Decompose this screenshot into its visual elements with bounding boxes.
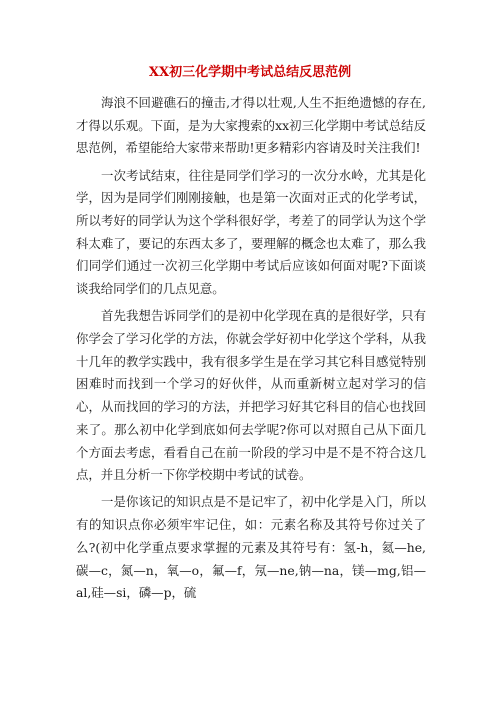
paragraph-key-points: 一是你该记的知识点是不是记牢了，初中化学是入门，所以有的知识点你必须牢牢记住，如：元素名称及其符号你过关了么?(初中化学重点要求掌握的元素及其符号有：氢-h，氦—he,碳—c，氮—n，氧—o，氟—f，氖—ne,钠—na，镁—mg,铝—al,硅—si，磷—p，硫 <box>76 494 426 601</box>
document-body <box>76 92 426 605</box>
paragraph-exam-reflection: 一次考试结束，往往是同学们学习的一次分水岭，尤其是化学，因为是同学们刚刚接触，也是第一次面对正式的化学考试，所以考好的同学认为这个学科很好学，考差了的同学认为这个学科太难了，要记的东西太多了，要理解的概念也太难了，那么我们同学们通过一次初三化学期中考试后应该如何面对呢?下面谈谈我给同学们的几点见意。 <box>76 167 426 297</box>
document-title: XX初三化学期中考试总结反思范例 <box>148 65 352 80</box>
paragraph-study-method: 首先我想告诉同学们的是初中化学现在真的是很好学，只有你学会了学习化学的方法，你就会学好初中化学这个学科，从我十几年的教学实践中，我有很多学生是在学习其它科目感觉特别困难时而找到一个学习的好伙伴，从而重新树立起对学习的信心，从而找回的学习的方法，并把学习好其它科目的信心也找回来了。那么初中化学到底如何去学呢?你可以对照自己从下面几个方面去考虑，看看自己在前一阶段的学习中是不是不符合这几点，并且分析一下你学校期中考试的试卷。 <box>76 308 426 483</box>
paragraph-intro: 海浪不回避礁石的撞击,才得以壮观,人生不拒绝遗憾的存在,才得以乐观。下面，是为大家搜索的xx初三化学期中考试总结反思范例，希望能给大家带来帮助!更多精彩内容请及时关注我们! <box>76 95 426 156</box>
